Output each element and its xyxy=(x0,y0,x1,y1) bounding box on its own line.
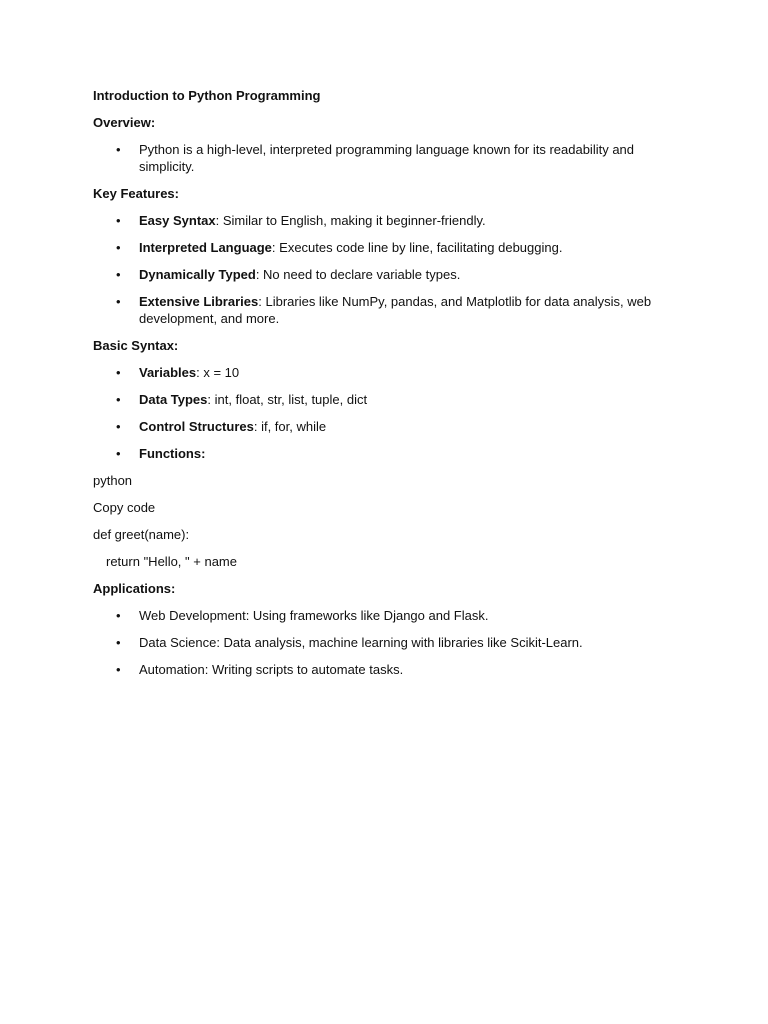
basic-syntax-list xyxy=(93,364,653,462)
bullet-icon: • xyxy=(116,608,121,623)
code-line-return: return "Hello, " + name xyxy=(106,554,237,569)
document-content xyxy=(93,87,653,688)
list-item xyxy=(93,293,653,327)
feature-text: Executes code line by line, facilitating debugging. xyxy=(279,240,563,255)
key-features-heading: Key Features: xyxy=(93,186,179,201)
syntax-text: x = 10 xyxy=(203,365,240,380)
list-item xyxy=(93,607,653,624)
bullet-icon: • xyxy=(116,213,121,228)
code-line-def: def greet(name): xyxy=(93,527,190,542)
syntax-term: Variables xyxy=(139,365,197,380)
application-text: Data Science: Data analysis, machine learning with libraries like Scikit-Learn. xyxy=(139,635,583,650)
syntax-term: Functions xyxy=(139,446,202,461)
bullet-icon: • xyxy=(116,392,121,407)
code-language-label: python xyxy=(93,473,133,488)
bullet-icon: • xyxy=(116,446,121,461)
feature-separator: : xyxy=(271,240,280,255)
bullet-icon: • xyxy=(116,662,121,677)
list-item xyxy=(93,266,653,283)
application-text: Web Development: Using frameworks like Django and Flask. xyxy=(139,608,489,623)
overview-text: Python is a high-level, interpreted programming language known for its readability and simplicity. xyxy=(139,142,635,174)
list-item xyxy=(93,212,653,229)
document-title: Introduction to Python Programming xyxy=(93,88,321,103)
syntax-separator: : xyxy=(207,392,215,407)
applications-list xyxy=(93,607,653,678)
syntax-term: Data Types xyxy=(139,392,208,407)
syntax-separator: : xyxy=(201,446,206,461)
bullet-icon: • xyxy=(116,365,121,380)
basic-syntax-heading: Basic Syntax: xyxy=(93,338,179,353)
copy-code-label: Copy code xyxy=(93,500,156,515)
feature-separator: : xyxy=(255,267,264,282)
application-text: Automation: Writing scripts to automate tasks. xyxy=(139,662,404,677)
feature-term: Interpreted Language xyxy=(139,240,272,255)
feature-text: Libraries like NumPy, pandas, and Matplotlib for data analysis, web development, and more. xyxy=(139,294,652,326)
bullet-icon: • xyxy=(116,267,121,282)
list-item xyxy=(93,634,653,651)
bullet-icon: • xyxy=(116,294,121,309)
key-features-list xyxy=(93,212,653,327)
feature-text: No need to declare variable types. xyxy=(263,267,461,282)
feature-term: Extensive Libraries xyxy=(139,294,259,309)
overview-list xyxy=(93,141,653,175)
feature-term: Easy Syntax xyxy=(139,213,216,228)
list-item xyxy=(93,391,653,408)
bullet-icon: • xyxy=(116,635,121,650)
bullet-icon: • xyxy=(116,142,121,157)
syntax-text: if, for, while xyxy=(261,419,327,434)
bullet-icon: • xyxy=(116,240,121,255)
list-item xyxy=(93,364,653,381)
list-item xyxy=(93,418,653,435)
syntax-separator: : xyxy=(196,365,204,380)
feature-separator: : xyxy=(258,294,266,309)
syntax-separator: : xyxy=(253,419,262,434)
syntax-term: Control Structures xyxy=(139,419,254,434)
syntax-text: int, float, str, list, tuple, dict xyxy=(214,392,368,407)
feature-text: Similar to English, making it beginner-friendly. xyxy=(222,213,486,228)
list-item xyxy=(93,661,653,678)
bullet-icon: • xyxy=(116,419,121,434)
list-item xyxy=(93,445,653,462)
feature-separator: : xyxy=(215,213,223,228)
overview-heading: Overview: xyxy=(93,115,156,130)
list-item xyxy=(93,141,653,175)
list-item xyxy=(93,239,653,256)
applications-heading: Applications: xyxy=(93,581,176,596)
feature-term: Dynamically Typed xyxy=(139,267,256,282)
